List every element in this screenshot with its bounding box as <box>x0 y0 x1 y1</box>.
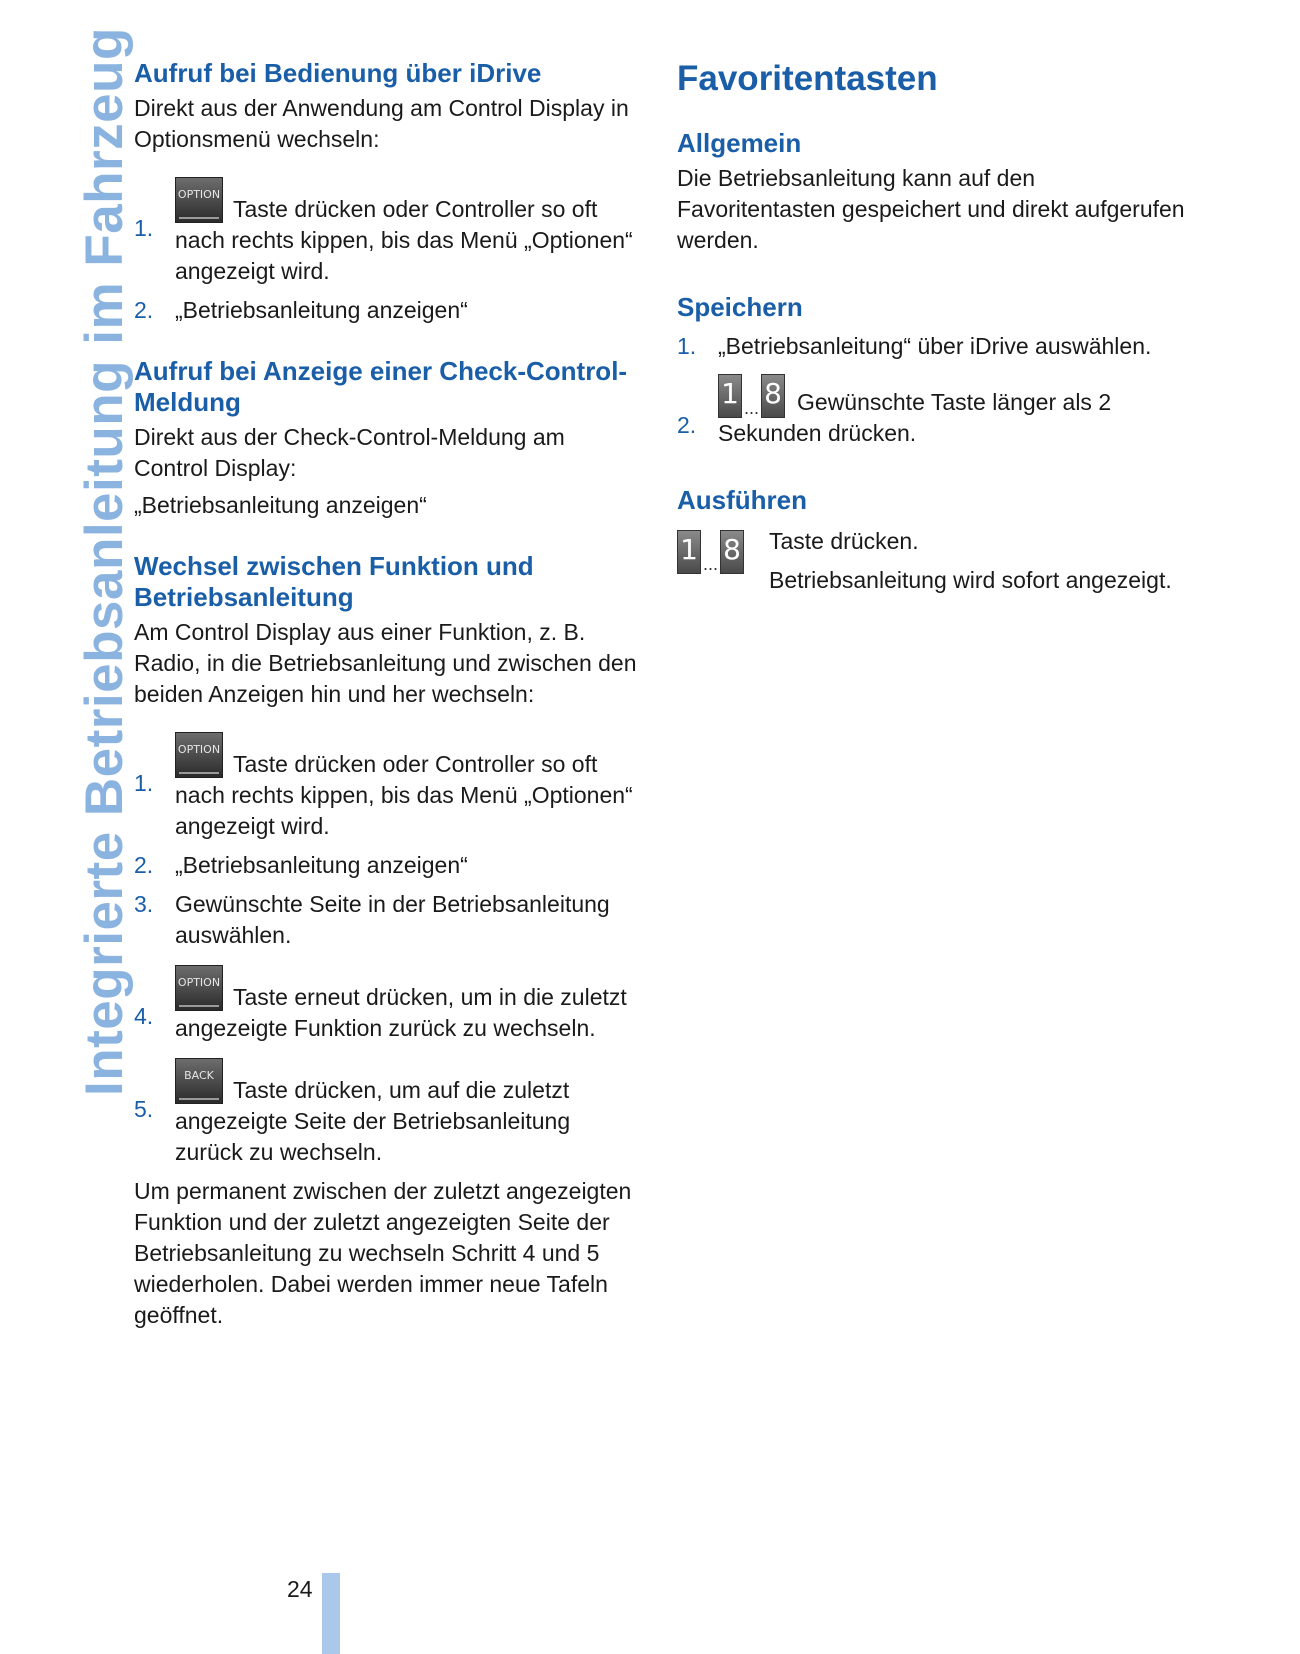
step-number: 1. <box>134 770 154 796</box>
favorite-key-8-icon: 8 <box>761 374 785 418</box>
favorite-keys-icon <box>677 530 744 574</box>
favorite-key-8-icon: 8 <box>720 530 744 574</box>
step-number: 5. <box>134 1096 154 1122</box>
back-key-icon: BACK <box>175 1058 223 1104</box>
right-column <box>677 58 1197 596</box>
steps-save <box>677 331 1197 449</box>
section-intro-idrive: Direkt aus der Anwendung am Control Display in Optionsmenü wechseln: <box>134 95 629 152</box>
option-key-icon: OPTION <box>175 177 223 223</box>
list-item <box>134 1058 644 1168</box>
list-item <box>134 965 644 1044</box>
step-number: 2. <box>677 412 697 438</box>
chapter-title: Integrierte Betriebsanleitung im Fahrzeug <box>75 27 134 1096</box>
favorite-keys-icon <box>718 374 785 418</box>
section-heading-check-control: Aufruf bei Anzeige einer Check-Control-Meldung <box>134 356 628 417</box>
favorite-key-1-icon: 1 <box>677 530 701 574</box>
section-text-general: Die Betriebsanleitung kann auf den Favoritentasten gespeichert und direkt aufgerufen werden. <box>677 165 1185 253</box>
list-item <box>677 331 1197 362</box>
steps-switch <box>134 732 644 1168</box>
list-item <box>134 732 644 842</box>
sidebar <box>0 0 134 1654</box>
list-item <box>134 850 644 881</box>
step-text: „Betriebsanleitung anzeigen“ <box>175 297 468 323</box>
option-key-icon: OPTION <box>175 965 223 1011</box>
section-intro-switch: Am Control Display aus einer Funktion, z. B. Radio, in die Betriebsanleitung und zwischen den beiden Anzeigen hin und her wechseln: <box>134 619 637 707</box>
execute-line-1: Taste drücken. <box>769 528 919 554</box>
list-item <box>134 177 644 287</box>
step-text: Gewünschte Seite in der Betriebsanleitung auswählen. <box>175 891 610 948</box>
step-text: Taste drücken, um auf die zuletzt angezeigte Seite der Betriebsanleitung zurück zu wechseln. <box>175 1077 571 1165</box>
step-text: „Betriebsanleitung“ über iDrive auswählen. <box>718 333 1152 359</box>
page-marker-bar <box>322 1573 340 1654</box>
step-number: 1. <box>677 333 697 359</box>
section-heading-switch: Wechsel zwischen Funktion und Betriebsanleitung <box>134 551 534 612</box>
step-number: 1. <box>134 215 154 241</box>
step-number: 3. <box>134 891 154 917</box>
section-heading-execute: Ausführen <box>677 485 807 515</box>
list-item <box>134 295 644 326</box>
section-intro-check-control: Direkt aus der Check-Control-Meldung am Control Display: <box>134 424 565 481</box>
step-text: Taste erneut drücken, um in die zuletzt angezeigte Funktion zurück zu wechseln. <box>175 984 627 1041</box>
step-text: Taste drücken oder Controller so oft nach rechts kippen, bis das Menü „Optionen“ angezeigt wird. <box>175 751 633 839</box>
step-text: Gewünschte Taste länger als 2 Sekunden drücken. <box>718 389 1112 446</box>
section-line-check-control: „Betriebsanleitung anzeigen“ <box>134 492 427 518</box>
page-title: Favoritentasten <box>677 59 938 98</box>
option-key-icon: OPTION <box>175 732 223 778</box>
step-text: „Betriebsanleitung anzeigen“ <box>175 852 468 878</box>
section-outro-switch: Um permanent zwischen der zuletzt angezeigten Funktion und der zuletzt angezeigten Seite der Betriebsanleitung zu wechseln Schritt 4 und 5 wiederholen. Dabei werden immer neue Tafeln geöffnet. <box>134 1178 632 1328</box>
execute-line-2: Betriebsanleitung wird sofort angezeigt. <box>769 567 1172 593</box>
left-column <box>134 58 644 1331</box>
favorite-key-1-icon: 1 <box>718 374 742 418</box>
execute-block <box>677 526 1197 596</box>
ellipsis: ... <box>703 554 719 574</box>
step-number: 4. <box>134 1003 154 1029</box>
list-item <box>677 374 1197 449</box>
step-number: 2. <box>134 852 154 878</box>
ellipsis: ... <box>744 398 760 418</box>
section-heading-idrive: Aufruf bei Bedienung über iDrive <box>134 58 542 88</box>
page-number: 24 <box>287 1576 313 1602</box>
list-item <box>134 889 644 951</box>
section-heading-save: Speichern <box>677 292 803 322</box>
step-text: Taste drücken oder Controller so oft nach rechts kippen, bis das Menü „Optionen“ angezeigt wird. <box>175 196 633 284</box>
step-number: 2. <box>134 297 154 323</box>
steps-idrive <box>134 177 644 326</box>
section-heading-general: Allgemein <box>677 128 802 158</box>
